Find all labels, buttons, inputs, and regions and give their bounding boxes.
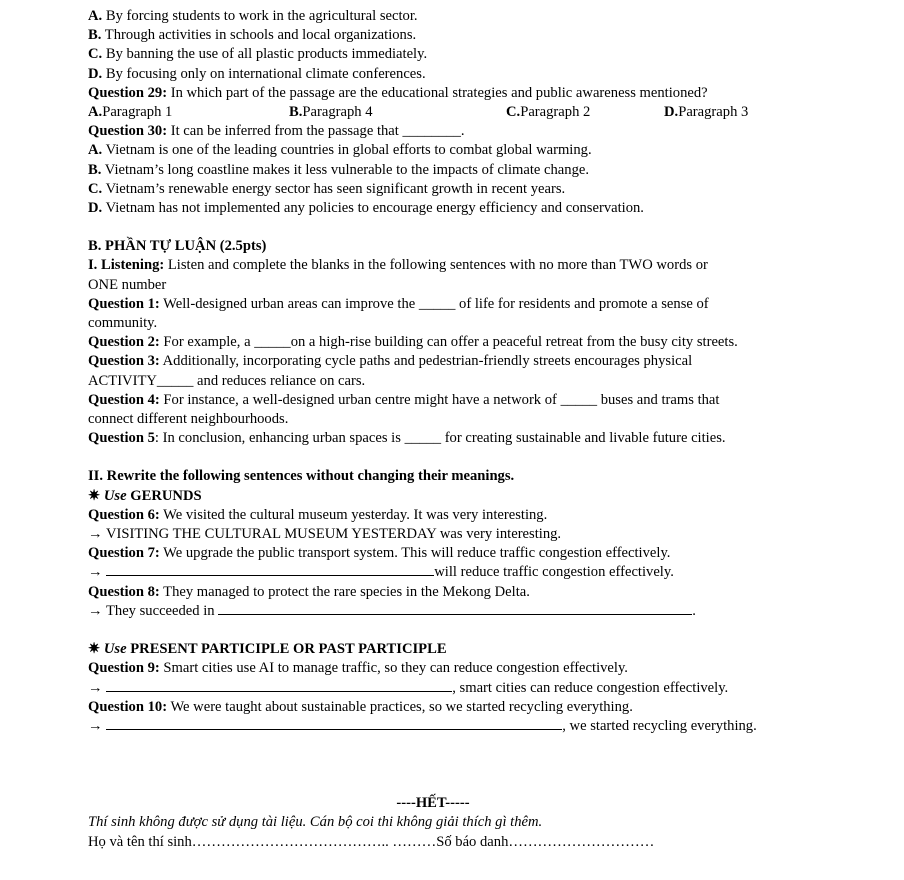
q30-stem: Question 30: It can be inferred from the passage that ________. [88, 123, 465, 140]
section-b-title: B. PHẦN TỰ LUẬN (2.5pts) [88, 238, 267, 255]
answer-blank[interactable] [106, 563, 434, 576]
q28-option-a: A. By forcing students to work in the agricultural sector. [88, 8, 418, 24]
star-icon: ✷ [88, 487, 101, 504]
listening-q3-line2: ACTIVITY_____ and reduces reliance on cars. [88, 372, 366, 389]
rewrite-q8-answer: → They succeeded in . [88, 602, 696, 619]
q30-option-a: A. Vietnam is one of the leading countries in global efforts to combat global warming. [88, 142, 592, 159]
rewrite-q7: Question 7: We upgrade the public transport system. This will reduce traffic congestion effectively. [88, 545, 671, 562]
q30-option-b: B. Vietnam’s long coastline makes it less vulnerable to the impacts of climate change. [88, 161, 589, 178]
blank[interactable]: _____ [418, 295, 456, 312]
q29-options [88, 103, 858, 122]
blank[interactable]: _____ [156, 372, 194, 389]
q30-option-d: D. Vietnam has not implemented any policies to encourage energy efficiency and conservation. [88, 200, 644, 217]
use-gerunds-heading: ✷ Use GERUNDS [88, 487, 202, 504]
listening-q4-line2: connect different neighbourhoods. [88, 411, 289, 428]
answer-blank[interactable] [218, 602, 692, 615]
q29-option-b: B.Paragraph 4 [289, 104, 373, 121]
q30-option-c: C. Vietnam’s renewable energy sector has seen significant growth in recent years. [88, 180, 566, 197]
rewrite-q10-answer: → , we started recycling everything. [88, 717, 757, 734]
q28-option-c: C. By banning the use of all plastic products immediately. [88, 46, 428, 63]
exam-note: Thí sinh không được sử dụng tài liệu. Cán bộ coi thi không giải thích gì thêm. [88, 814, 543, 831]
rewrite-q6: Question 6: We visited the cultural museum yesterday. It was very interesting. [88, 506, 548, 523]
rewrite-q8: Question 8: They managed to protect the rare species in the Mekong Delta. [88, 583, 530, 600]
use-participle-heading: ✷ Use PRESENT PARTICIPLE OR PAST PARTICIPLE [88, 641, 447, 658]
q28-option-d: D. By focusing only on international climate conferences. [88, 65, 426, 82]
listening-q4: Question 4: For instance, a well-designed urban centre might have a network of _____ buses and trams that [88, 391, 720, 408]
listening-instructions-line2: ONE number [88, 276, 167, 293]
listening-q3: Question 3: Additionally, incorporating cycle paths and pedestrian-friendly streets encourages physical [88, 353, 693, 370]
end-marker: ----HẾT----- [396, 795, 470, 812]
listening-instructions: I. Listening: Listen and complete the blanks in the following sentences with no more than TWO words or [88, 257, 708, 274]
star-icon: ✷ [88, 641, 101, 658]
q29-option-c: C.Paragraph 2 [506, 104, 591, 121]
section-ii-title: II. Rewrite the following sentences without changing their meanings. [88, 468, 515, 485]
q29-option-d: D.Paragraph 3 [664, 104, 749, 121]
listening-q1: Question 1: Well-designed urban areas can improve the _____ of life for residents and promote a sense of [88, 295, 709, 312]
answer-blank[interactable] [106, 679, 452, 692]
rewrite-q9: Question 9: Smart cities use AI to manage traffic, so they can reduce congestion effectively. [88, 660, 628, 677]
q28-options [88, 7, 858, 84]
rewrite-q7-answer: → will reduce traffic congestion effectively. [88, 564, 674, 581]
answer-blank[interactable] [106, 717, 562, 730]
rewrite-q10: Question 10: We were taught about sustainable practices, so we started recycling everything. [88, 698, 633, 715]
blank[interactable]: _____ [560, 391, 598, 408]
listening-q2: Question 2: For example, a _____on a high-rise building can offer a peaceful retreat from the busy city streets. [88, 334, 738, 351]
rewrite-q6-answer: → VISITING THE CULTURAL MUSEUM YESTERDAY was very interesting. [88, 526, 562, 543]
blank[interactable]: _____ [254, 334, 291, 351]
q28-option-b: B. Through activities in schools and local organizations. [88, 27, 417, 44]
candidate-info-line: Họ và tên thí sinh………………………………….. ………Số báo danh………………………… [88, 833, 655, 850]
listening-q5: Question 5: In conclusion, enhancing urban spaces is _____ for creating sustainable and livable future cities. [88, 430, 726, 447]
blank[interactable]: _____ [404, 430, 442, 447]
rewrite-q9-answer: → , smart cities can reduce congestion effectively. [88, 679, 729, 696]
exam-content [88, 7, 858, 852]
q29-stem: Question 29: In which part of the passage are the educational strategies and public awareness mentioned? [88, 84, 708, 101]
listening-q1-line2: community. [88, 315, 158, 332]
q29-option-a: A.Paragraph 1 [88, 104, 173, 121]
